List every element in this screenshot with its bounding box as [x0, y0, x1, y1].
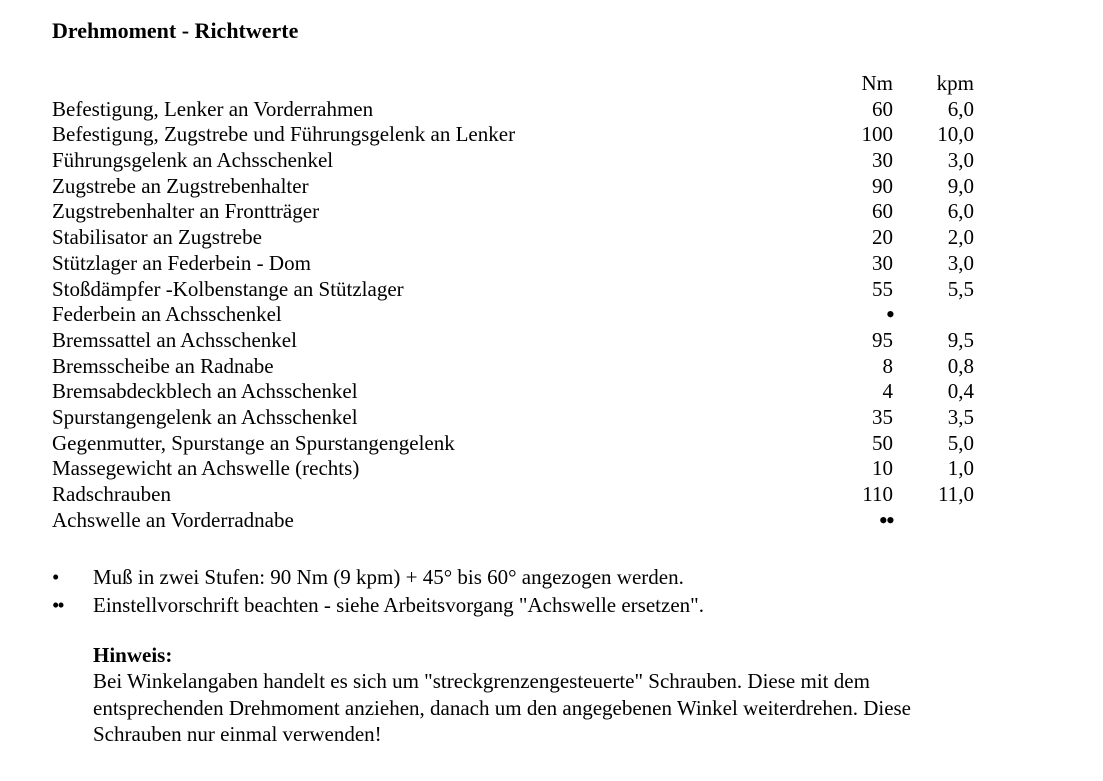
nm-value: 30: [872, 250, 893, 275]
kpm-value: 0,4: [947, 379, 974, 404]
table-body: [52, 97, 974, 534]
nm-value: 90: [872, 173, 893, 198]
nm-value: 10: [872, 456, 893, 481]
kpm-value: 3,0: [947, 250, 974, 275]
kpm-value: 3,0: [947, 148, 974, 173]
table-row: [52, 97, 974, 123]
table-header-row: [52, 71, 974, 97]
table-row: [52, 302, 974, 328]
kpm-value: 5,5: [947, 276, 974, 301]
nm-value: 95: [872, 327, 893, 352]
kpm-value: 2,0: [947, 225, 974, 250]
row-label: Massegewicht an Achswelle (rechts): [52, 456, 360, 481]
row-label: Befestigung, Lenker an Vorderrahmen: [52, 96, 374, 121]
table-row: [52, 174, 974, 200]
row-label: Gegenmutter, Spurstange an Spurstangengelenk: [52, 430, 455, 455]
footnote-symbol: ••: [52, 593, 63, 617]
nm-value: 110: [862, 482, 893, 506]
kpm-value: 0,8: [947, 353, 974, 378]
row-label: Radschrauben: [52, 482, 171, 506]
nm-value: 60: [872, 199, 893, 224]
kpm-value: 10,0: [937, 122, 974, 147]
nm-value: 60: [872, 96, 893, 121]
kpm-value: 1,0: [947, 456, 974, 481]
table-row: [52, 277, 974, 303]
kpm-value: 11,0: [938, 482, 974, 506]
table-row: [52, 431, 974, 457]
table-row: [52, 405, 974, 431]
row-label: Befestigung, Zugstrebe und Führungsgelenk an Lenker: [52, 122, 516, 147]
kpm-value: 6,0: [947, 96, 974, 121]
nm-value: 4: [882, 379, 893, 404]
nm-value: 55: [872, 276, 893, 301]
row-label: Zugstrebenhalter an Frontträger: [52, 199, 320, 224]
table-row: [52, 148, 974, 174]
row-label: Führungsgelenk an Achsschenkel: [52, 148, 334, 173]
note-line: entsprechenden Drehmoment anziehen, danach um den angegebenen Winkel weiterdrehen. Diese: [93, 695, 912, 720]
table-row: [52, 482, 974, 508]
nm-value: 8: [882, 353, 893, 378]
footnote-marker: •: [885, 300, 893, 330]
table-row: [52, 354, 974, 380]
footnote-text: Einstellvorschrift beachten - siehe Arbeitsvorgang "Achswelle ersetzen".: [93, 593, 704, 617]
row-label: Zugstrebe an Zugstrebenhalter: [52, 173, 309, 198]
row-label: Spurstangengelenk an Achsschenkel: [52, 404, 358, 429]
note-heading: Hinweis:: [93, 643, 173, 667]
table-row: [52, 199, 974, 225]
row-label: Bremsscheibe an Radnabe: [52, 353, 274, 378]
nm-value: 35: [872, 404, 893, 429]
row-label: Stützlager an Federbein - Dom: [52, 250, 311, 275]
nm-value: 30: [872, 148, 893, 173]
table-row: [52, 251, 974, 277]
table-row: [52, 456, 974, 482]
column-header-kpm: kpm: [936, 71, 974, 95]
note-body: [93, 668, 911, 747]
table-row: [52, 225, 974, 251]
nm-value: 100: [861, 122, 893, 147]
row-label: Stoßdämpfer -Kolbenstange an Stützlager: [52, 276, 404, 301]
table-row: [52, 379, 974, 405]
table-row: [52, 328, 974, 354]
row-label: Bremsabdeckblech an Achsschenkel: [52, 379, 358, 404]
kpm-value: 9,0: [947, 173, 974, 198]
nm-value: 50: [872, 430, 893, 455]
kpm-value: 6,0: [947, 199, 974, 224]
row-label: Bremssattel an Achsschenkel: [52, 327, 297, 352]
column-header-nm: Nm: [861, 71, 893, 95]
kpm-value: 9,5: [947, 327, 974, 352]
kpm-value: 5,0: [947, 430, 974, 455]
kpm-value: 3,5: [947, 404, 974, 429]
footnote-marker: ••: [878, 505, 893, 535]
nm-value: 20: [872, 225, 893, 250]
table-row: [52, 122, 974, 148]
torque-table: [52, 71, 974, 533]
note-line: Schrauben nur einmal verwenden!: [93, 722, 382, 747]
row-label: Achswelle an Vorderradnabe: [52, 507, 294, 532]
page-title: Drehmoment - Richtwerte: [52, 18, 299, 43]
note-line: Bei Winkelangaben handelt es sich um "streckgrenzengesteuerte" Schrauben. Diese mit dem: [93, 669, 870, 694]
row-label: Federbein an Achsschenkel: [52, 302, 282, 327]
footnote-symbol: •: [52, 565, 58, 589]
footnote-text: Muß in zwei Stufen: 90 Nm (9 kpm) + 45° bis 60° angezogen werden.: [93, 565, 684, 589]
row-label: Stabilisator an Zugstrebe: [52, 225, 262, 250]
table-row: [52, 505, 974, 535]
note-section: [93, 642, 911, 748]
